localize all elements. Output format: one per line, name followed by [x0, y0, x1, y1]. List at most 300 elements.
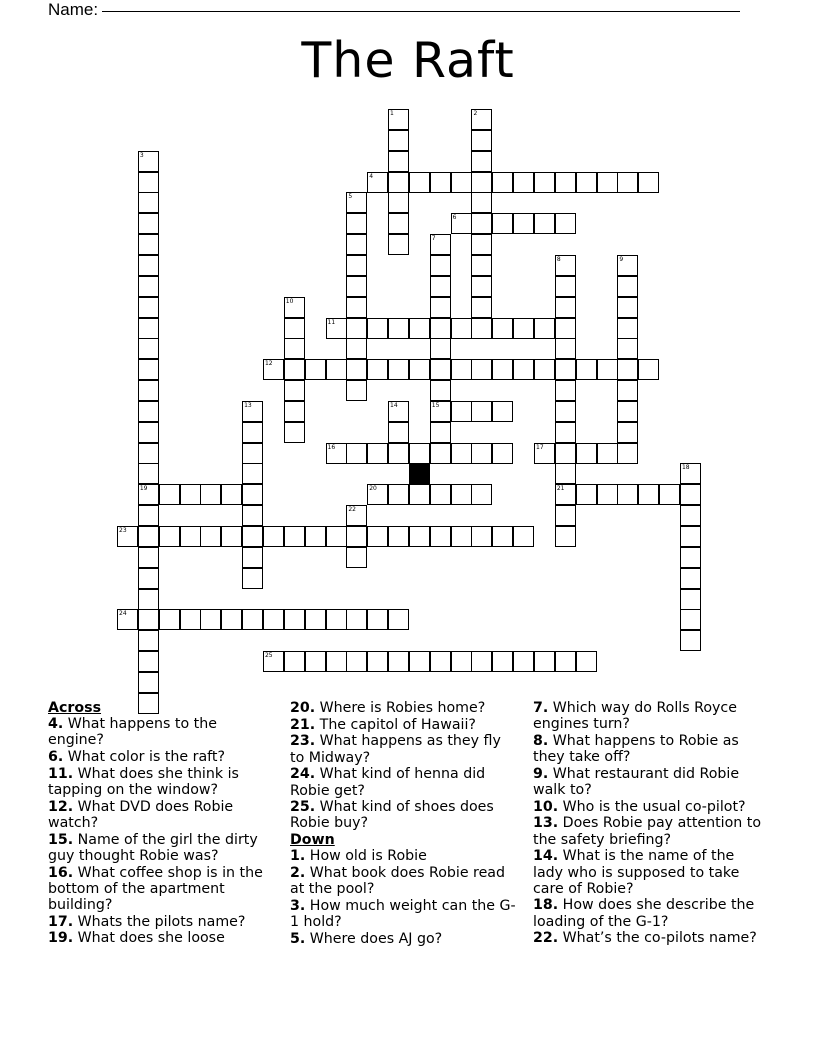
crossword-cell[interactable] — [242, 568, 263, 589]
clue-number: 3 — [139, 151, 144, 159]
crossword-cell[interactable] — [138, 526, 159, 547]
crossword-cell[interactable] — [367, 359, 388, 380]
crossword-cell[interactable] — [492, 318, 513, 339]
crossword-cell[interactable] — [346, 505, 367, 526]
crossword-cell[interactable] — [242, 463, 263, 484]
clue-item — [533, 930, 765, 946]
crossword-cell[interactable] — [284, 422, 305, 443]
crossword-cell[interactable] — [138, 609, 159, 630]
crossword-cell[interactable] — [388, 109, 409, 130]
crossword-cell[interactable] — [617, 443, 638, 464]
crossword-cell[interactable] — [451, 213, 472, 234]
crossword-cell[interactable] — [451, 401, 472, 422]
crossword-cell[interactable] — [346, 443, 367, 464]
crossword-cell[interactable] — [471, 109, 492, 130]
crossword-cell[interactable] — [659, 484, 680, 505]
crossword-cell[interactable] — [284, 338, 305, 359]
clue-number: 15 — [431, 401, 440, 409]
crossword-cell[interactable] — [284, 401, 305, 422]
clue-item-text: What happens as they fly to Midway? — [290, 733, 501, 766]
crossword-cell[interactable] — [367, 484, 388, 505]
crossword-cell[interactable] — [555, 443, 576, 464]
crossword-cell[interactable] — [409, 484, 430, 505]
crossword-cell[interactable] — [138, 463, 159, 484]
crossword-cell[interactable] — [513, 359, 534, 380]
clue-number: 6 — [452, 214, 457, 222]
crossword-cell[interactable] — [346, 380, 367, 401]
crossword-cell[interactable] — [242, 526, 263, 547]
crossword-cell[interactable] — [346, 297, 367, 318]
crossword-cell[interactable] — [492, 213, 513, 234]
clue-number: 25 — [264, 652, 273, 660]
crossword-cell[interactable] — [367, 443, 388, 464]
clue-item-text: Does Robie pay attention to the safety briefing? — [533, 815, 762, 848]
crossword-cell[interactable] — [138, 672, 159, 693]
clue-number: 5 — [348, 193, 353, 201]
crossword-cell[interactable] — [346, 192, 367, 213]
clue-item — [48, 766, 272, 798]
crossword-cell[interactable] — [242, 401, 263, 422]
crossword-cell[interactable] — [534, 318, 555, 339]
crossword-cell[interactable] — [388, 359, 409, 380]
crossword-cell[interactable] — [576, 651, 597, 672]
crossword-cell[interactable] — [138, 651, 159, 672]
crossword-cell[interactable] — [388, 172, 409, 193]
clue-item-text: The capitol of Hawaii? — [315, 716, 476, 733]
clue-item-text: How old is Robie — [305, 848, 427, 865]
clue-item-text: Which way do Rolls Royce engines turn? — [533, 700, 737, 733]
crossword-cell[interactable] — [367, 609, 388, 630]
clue-item-number: 7. — [533, 700, 549, 716]
crossword-cell[interactable] — [138, 213, 159, 234]
crossword-cell[interactable] — [242, 422, 263, 443]
crossword-cell[interactable] — [409, 318, 430, 339]
crossword-cell[interactable] — [617, 338, 638, 359]
crossword-cell[interactable] — [430, 318, 451, 339]
clue-item-text: What does she think is tapping on the window? — [48, 765, 239, 799]
crossword-cell[interactable] — [430, 297, 451, 318]
crossword-cell[interactable] — [576, 359, 597, 380]
crossword-cell[interactable] — [284, 380, 305, 401]
crossword-cell[interactable] — [159, 609, 180, 630]
clue-item — [48, 749, 272, 765]
crossword-cell[interactable] — [534, 172, 555, 193]
clue-item — [48, 914, 272, 930]
crossword-cell[interactable] — [513, 318, 534, 339]
clue-item-number: 12. — [48, 798, 74, 815]
crossword-cell[interactable] — [430, 338, 451, 359]
crossword-cell[interactable] — [471, 401, 492, 422]
crossword-cell[interactable] — [680, 505, 701, 526]
crossword-cell[interactable] — [117, 609, 138, 630]
crossword-cell[interactable] — [638, 172, 659, 193]
crossword-cell[interactable] — [576, 484, 597, 505]
crossword-cell[interactable] — [555, 463, 576, 484]
clue-item-text: How much weight can the G-1 hold? — [290, 897, 516, 931]
crossword-cell[interactable] — [492, 651, 513, 672]
crossword-cell[interactable] — [430, 172, 451, 193]
crossword-cell[interactable] — [680, 609, 701, 630]
page-title: The Raft — [301, 32, 515, 89]
crossword-cell[interactable] — [138, 505, 159, 526]
clue-number: 4 — [369, 172, 374, 180]
crossword-cell[interactable] — [471, 151, 492, 172]
crossword-cell[interactable] — [555, 526, 576, 547]
crossword-cell[interactable] — [471, 234, 492, 255]
clue-item-text: Name of the girl the dirty guy thought Robie was? — [48, 831, 258, 864]
crossword-cell[interactable] — [471, 276, 492, 297]
crossword-cell[interactable] — [555, 318, 576, 339]
crossword-cell[interactable] — [430, 359, 451, 380]
clue-item-number: 20. — [290, 700, 316, 716]
crossword-cell[interactable] — [346, 255, 367, 276]
crossword-cell[interactable] — [367, 651, 388, 672]
clue-item-number: 14. — [533, 848, 559, 865]
crossword-cell[interactable] — [492, 526, 513, 547]
crossword-cell[interactable] — [138, 401, 159, 422]
clues-column-1 — [48, 700, 272, 947]
crossword-cell[interactable] — [346, 651, 367, 672]
clue-item-number: 17. — [48, 913, 74, 930]
crossword-cell[interactable] — [346, 318, 367, 339]
crossword-cell[interactable] — [492, 359, 513, 380]
crossword-cell[interactable] — [534, 651, 555, 672]
crossword-cell[interactable] — [409, 443, 430, 464]
crossword-cell[interactable] — [430, 255, 451, 276]
crossword-cell[interactable] — [597, 172, 618, 193]
clue-item-text: Where does AJ go? — [305, 930, 443, 947]
crossword-cell[interactable] — [617, 359, 638, 380]
crossword-cell[interactable] — [555, 505, 576, 526]
crossword-cell[interactable] — [471, 213, 492, 234]
clue-item-text: What DVD does Robie watch? — [48, 798, 234, 831]
crossword-cell[interactable] — [138, 589, 159, 610]
crossword-cell[interactable] — [388, 318, 409, 339]
clue-number: 19 — [139, 485, 148, 493]
crossword-cell[interactable] — [451, 172, 472, 193]
crossword-cell[interactable] — [263, 651, 284, 672]
crossword-cell[interactable] — [284, 359, 305, 380]
crossword-cell[interactable] — [138, 547, 159, 568]
clue-item — [290, 898, 516, 930]
crossword-cell[interactable] — [388, 484, 409, 505]
crossword-cell[interactable] — [492, 443, 513, 464]
crossword-cell[interactable] — [388, 130, 409, 151]
clue-number: 9 — [619, 255, 624, 263]
crossword-cell[interactable] — [430, 651, 451, 672]
crossword-cell[interactable] — [346, 213, 367, 234]
clue-number: 14 — [390, 401, 398, 409]
clue-item-text: What book does Robie read at the pool? — [290, 865, 506, 898]
crossword-cell[interactable] — [680, 589, 701, 610]
crossword-cell[interactable] — [221, 526, 242, 547]
crossword-cell[interactable] — [555, 255, 576, 276]
crossword-cell[interactable] — [221, 484, 242, 505]
crossword-cell[interactable] — [534, 443, 555, 464]
crossword-cell[interactable] — [138, 380, 159, 401]
clue-item — [290, 931, 516, 947]
crossword-cell[interactable] — [284, 297, 305, 318]
clue-item-number: 10. — [533, 798, 559, 815]
crossword-cell[interactable] — [555, 213, 576, 234]
clue-item-number: 25. — [290, 799, 316, 816]
crossword-cell[interactable] — [471, 255, 492, 276]
crossword-cell[interactable] — [388, 213, 409, 234]
crossword-cell[interactable] — [159, 484, 180, 505]
crossword-cell[interactable] — [138, 484, 159, 505]
clue-item-number: 6. — [48, 749, 64, 766]
crossword-cell[interactable] — [305, 651, 326, 672]
crossword-cell[interactable] — [138, 630, 159, 651]
name-label: Name: — [48, 0, 99, 19]
crossword-cell[interactable] — [388, 401, 409, 422]
crossword-cell[interactable] — [680, 630, 701, 651]
crossword-cell[interactable] — [159, 526, 180, 547]
crossword-cell[interactable] — [555, 297, 576, 318]
crossword-cell[interactable] — [388, 609, 409, 630]
crossword-cell[interactable] — [513, 213, 534, 234]
crossword-cell[interactable] — [284, 651, 305, 672]
crossword-cell[interactable] — [617, 255, 638, 276]
crossword-cell[interactable] — [242, 505, 263, 526]
crossword-cell[interactable] — [471, 526, 492, 547]
crossword-cell[interactable] — [430, 276, 451, 297]
crossword-cell[interactable] — [555, 276, 576, 297]
crossword-cell[interactable] — [617, 380, 638, 401]
crossword-cell[interactable] — [430, 443, 451, 464]
crossword-cell[interactable] — [617, 172, 638, 193]
crossword-cell[interactable] — [117, 526, 138, 547]
clue-item-number: 5. — [290, 930, 306, 947]
clue-item-number: 21. — [290, 716, 316, 733]
crossword-cell[interactable] — [388, 192, 409, 213]
crossword-cell[interactable] — [430, 234, 451, 255]
crossword-cell[interactable] — [326, 359, 347, 380]
crossword-cell[interactable] — [451, 318, 472, 339]
crossword-cell[interactable] — [430, 380, 451, 401]
crossword-cell[interactable] — [305, 526, 326, 547]
clue-item-text: Where is Robies home? — [315, 700, 486, 716]
clue-item-text: What does she loose — [73, 930, 225, 947]
crossword-cell[interactable] — [451, 526, 472, 547]
crossword-cell[interactable] — [326, 526, 347, 547]
clue-item — [48, 716, 272, 748]
crossword-cell[interactable] — [346, 338, 367, 359]
crossword-cell[interactable] — [180, 526, 201, 547]
clue-item — [533, 799, 765, 815]
crossword-cell[interactable] — [617, 401, 638, 422]
crossword-cell[interactable] — [242, 443, 263, 464]
crossword-cell[interactable] — [388, 151, 409, 172]
clue-number: 23 — [119, 527, 127, 534]
crossword-cell[interactable] — [534, 359, 555, 380]
crossword-cell[interactable] — [242, 609, 263, 630]
clue-item — [290, 848, 516, 864]
crossword-cell[interactable] — [138, 318, 159, 339]
crossword-cell[interactable] — [346, 234, 367, 255]
clue-item-number: 13. — [533, 815, 559, 832]
crossword-cell[interactable] — [284, 318, 305, 339]
crossword-cell[interactable] — [555, 172, 576, 193]
crossword-cell[interactable] — [346, 547, 367, 568]
crossword-cell[interactable] — [555, 338, 576, 359]
crossword-cell[interactable] — [680, 463, 701, 484]
crossword-cell[interactable] — [138, 338, 159, 359]
crossword-cell[interactable] — [617, 422, 638, 443]
crossword-cell[interactable] — [555, 380, 576, 401]
crossword-cell[interactable] — [617, 276, 638, 297]
crossword-cell[interactable] — [138, 359, 159, 380]
crossword-cell[interactable] — [138, 151, 159, 172]
crossword-cell[interactable] — [680, 568, 701, 589]
crossword-cell[interactable] — [326, 609, 347, 630]
crossword-cell[interactable] — [305, 609, 326, 630]
crossword-cell[interactable] — [263, 609, 284, 630]
clue-item-text: Whats the pilots name? — [73, 913, 246, 930]
crossword-cell[interactable] — [430, 401, 451, 422]
crossword-cell[interactable] — [200, 484, 221, 505]
crossword-cell[interactable] — [471, 172, 492, 193]
crossword-cell[interactable] — [200, 526, 221, 547]
clue-item-text: What coffee shop is in the bottom of the apartment building? — [48, 864, 263, 913]
crossword-cell[interactable] — [451, 484, 472, 505]
crossword-cell[interactable] — [680, 484, 701, 505]
crossword-cell[interactable] — [430, 422, 451, 443]
crossword-cell[interactable] — [409, 359, 430, 380]
crossword-cell[interactable] — [555, 422, 576, 443]
clue-item — [290, 865, 516, 897]
crossword-cell[interactable] — [346, 526, 367, 547]
crossword-cell[interactable] — [388, 651, 409, 672]
clue-item-number: 8. — [533, 732, 549, 749]
crossword-cell[interactable] — [555, 401, 576, 422]
crossword-cell[interactable] — [597, 443, 618, 464]
crossword-cell[interactable] — [471, 318, 492, 339]
crossword-cell[interactable] — [138, 234, 159, 255]
crossword-cell[interactable] — [638, 484, 659, 505]
crossword-cell[interactable] — [367, 318, 388, 339]
crossword-cell[interactable] — [367, 526, 388, 547]
crossword-cell[interactable] — [242, 484, 263, 505]
crossword-cell[interactable] — [576, 172, 597, 193]
crossword-cell[interactable] — [576, 443, 597, 464]
crossword-cell[interactable] — [138, 255, 159, 276]
crossword-cell[interactable] — [513, 526, 534, 547]
crossword-cell[interactable] — [221, 609, 242, 630]
crossword-cell[interactable] — [617, 318, 638, 339]
crossword-cell[interactable] — [388, 443, 409, 464]
clue-number: 1 — [390, 110, 394, 117]
crossword-cell[interactable] — [138, 443, 159, 464]
crossword-cell[interactable] — [388, 422, 409, 443]
crossword-cell[interactable] — [409, 651, 430, 672]
crossword-cell[interactable] — [138, 192, 159, 213]
crossword-cell[interactable] — [138, 276, 159, 297]
clue-number: 10 — [285, 297, 294, 305]
crossword-cell[interactable] — [471, 192, 492, 213]
crossword-cell[interactable] — [346, 276, 367, 297]
black-cell — [409, 463, 430, 484]
crossword-cell[interactable] — [346, 609, 367, 630]
crossword-cell[interactable] — [617, 484, 638, 505]
crossword-cell[interactable] — [409, 172, 430, 193]
crossword-cell[interactable] — [555, 359, 576, 380]
clue-item-text: What is the name of the lady who is supposed to take care of Robie? — [533, 848, 740, 897]
crossword-cell[interactable] — [555, 651, 576, 672]
crossword-cell[interactable] — [180, 484, 201, 505]
crossword-cell[interactable] — [451, 359, 472, 380]
crossword-cell[interactable] — [138, 568, 159, 589]
crossword-cell[interactable] — [471, 484, 492, 505]
crossword-cell[interactable] — [346, 359, 367, 380]
crossword-cell[interactable] — [367, 172, 388, 193]
crossword-cell[interactable] — [513, 651, 534, 672]
clue-item-number: 16. — [48, 864, 74, 881]
crossword-cell[interactable] — [180, 609, 201, 630]
crossword-cell[interactable] — [680, 526, 701, 547]
clue-number: 7 — [431, 235, 436, 243]
crossword-cell[interactable] — [492, 172, 513, 193]
crossword-cell[interactable] — [409, 526, 430, 547]
crossword-cell[interactable] — [638, 359, 659, 380]
crossword-cell[interactable] — [200, 609, 221, 630]
crossword-cell[interactable] — [451, 443, 472, 464]
crossword-cell[interactable] — [388, 234, 409, 255]
clue-number: 16 — [327, 443, 336, 451]
crossword-cell[interactable] — [680, 547, 701, 568]
crossword-cell[interactable] — [555, 484, 576, 505]
crossword-cell[interactable] — [430, 484, 451, 505]
crossword-cell[interactable] — [305, 359, 326, 380]
crossword-cell[interactable] — [326, 651, 347, 672]
crossword-cell[interactable] — [471, 297, 492, 318]
crossword-cell[interactable] — [263, 359, 284, 380]
clue-number: 17 — [536, 443, 544, 451]
crossword-cell[interactable] — [284, 609, 305, 630]
crossword-cell[interactable] — [138, 422, 159, 443]
crossword-cell[interactable] — [451, 651, 472, 672]
crossword-cell[interactable] — [513, 172, 534, 193]
crossword-cell[interactable] — [138, 297, 159, 318]
crossword-cell[interactable] — [597, 484, 618, 505]
crossword-cell[interactable] — [534, 213, 555, 234]
crossword-cell[interactable] — [617, 297, 638, 318]
clue-number: 22 — [348, 506, 356, 514]
crossword-cell[interactable] — [138, 172, 159, 193]
crossword-cell[interactable] — [326, 443, 347, 464]
clue-section-heading: Across — [48, 700, 102, 716]
clue-number: 12 — [264, 360, 273, 368]
clue-number: 24 — [119, 610, 127, 618]
crossword-cell[interactable] — [242, 547, 263, 568]
crossword-cell[interactable] — [597, 359, 618, 380]
clue-item-number: 1. — [290, 848, 306, 865]
crossword-cell[interactable] — [284, 526, 305, 547]
crossword-cell[interactable] — [388, 526, 409, 547]
crossword-cell[interactable] — [326, 318, 347, 339]
crossword-cell[interactable] — [430, 526, 451, 547]
crossword-cell[interactable] — [471, 651, 492, 672]
crossword-cell[interactable] — [263, 526, 284, 547]
crossword-cell[interactable] — [492, 401, 513, 422]
clue-item — [533, 733, 765, 765]
crossword-cell[interactable] — [471, 443, 492, 464]
clue-number: 21 — [556, 485, 565, 493]
clue-item-text: How does she describe the loading of the G-1? — [533, 897, 755, 930]
clue-number: 13 — [244, 401, 252, 409]
crossword-cell[interactable] — [471, 130, 492, 151]
crossword-cell[interactable] — [471, 359, 492, 380]
